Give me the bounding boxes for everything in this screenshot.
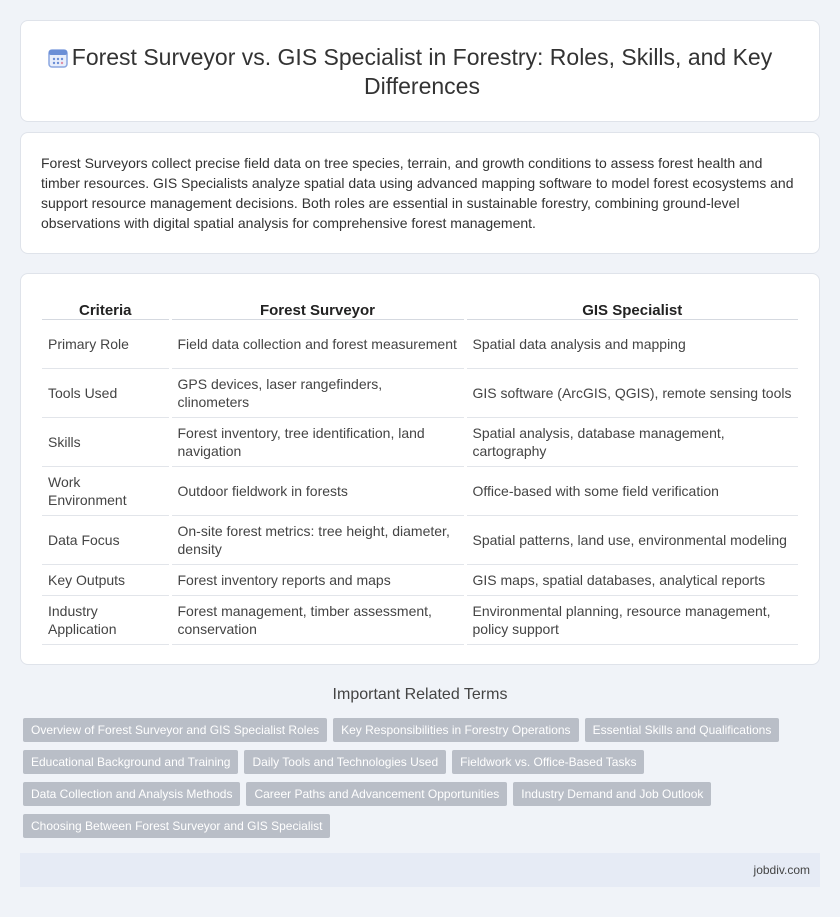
table-row — [42, 368, 798, 417]
criteria-cell: Key Outputs — [42, 564, 170, 595]
related-terms-list — [23, 718, 813, 838]
forest-surveyor-cell: On-site forest metrics: tree height, diameter, density — [170, 515, 465, 564]
related-term-tag[interactable]: Choosing Between Forest Surveyor and GIS Specialist — [23, 814, 330, 838]
table-row — [42, 319, 798, 368]
gis-specialist-cell: Office-based with some field verification — [465, 466, 798, 515]
table-header-row — [42, 295, 798, 319]
intro-text: Forest Surveyors collect precise field data on tree species, terrain, and growth conditions to assess forest health and timber resources. GIS Specialists analyze spatial data using advanced mapping software to model forest ecosystems and support resource management decisions. Both roles are essential in sustainable forestry, combining ground-level observations with digital spatial analysis for comprehensive forest management. — [41, 155, 794, 231]
criteria-cell: Industry Application — [42, 595, 170, 644]
related-term-tag[interactable]: Key Responsibilities in Forestry Operations — [333, 718, 578, 742]
forest-surveyor-cell: GPS devices, laser rangefinders, clinometers — [170, 368, 465, 417]
forest-surveyor-cell: Outdoor fieldwork in forests — [170, 466, 465, 515]
criteria-cell: Data Focus — [42, 515, 170, 564]
related-term-tag[interactable]: Overview of Forest Surveyor and GIS Specialist Roles — [23, 718, 327, 742]
related-term-tag[interactable]: Data Collection and Analysis Methods — [23, 782, 240, 806]
related-term-tag[interactable]: Fieldwork vs. Office-Based Tasks — [452, 750, 644, 774]
gis-specialist-cell: Environmental planning, resource management, policy support — [465, 595, 798, 644]
header-forest-surveyor: Forest Surveyor — [170, 295, 465, 319]
forest-surveyor-cell: Forest management, timber assessment, conservation — [170, 595, 465, 644]
header-gis-specialist: GIS Specialist — [465, 295, 798, 319]
related-term-tag[interactable]: Career Paths and Advancement Opportunities — [246, 782, 507, 806]
forest-surveyor-cell: Forest inventory, tree identification, land navigation — [170, 417, 465, 466]
footer — [20, 853, 820, 887]
related-terms-heading: Important Related Terms — [332, 686, 508, 703]
table-row — [42, 564, 798, 595]
comparison-table — [42, 295, 798, 645]
gis-specialist-cell: Spatial analysis, database management, cartography — [465, 417, 798, 466]
page-title: Forest Surveyor vs. GIS Specialist in Forestry: Roles, Skills, and Key Differences — [71, 44, 773, 99]
comparison-card — [20, 273, 820, 665]
related-term-tag[interactable]: Daily Tools and Technologies Used — [244, 750, 446, 774]
gis-specialist-cell: Spatial data analysis and mapping — [465, 319, 798, 368]
gis-specialist-cell: GIS software (ArcGIS, QGIS), remote sensing tools — [465, 368, 798, 417]
criteria-cell: Skills — [42, 417, 170, 466]
gis-specialist-cell: GIS maps, spatial databases, analytical reports — [465, 564, 798, 595]
table-row — [42, 515, 798, 564]
related-term-tag[interactable]: Educational Background and Training — [23, 750, 238, 774]
header-criteria: Criteria — [42, 295, 170, 319]
related-term-tag[interactable]: Industry Demand and Job Outlook — [513, 782, 711, 806]
forest-surveyor-cell: Forest inventory reports and maps — [170, 564, 465, 595]
criteria-cell: Work Environment — [42, 466, 170, 515]
gis-specialist-cell: Spatial patterns, land use, environmental modeling — [465, 515, 798, 564]
criteria-cell: Tools Used — [42, 368, 170, 417]
intro-card — [20, 132, 820, 254]
criteria-cell: Primary Role — [42, 319, 170, 368]
forest-surveyor-cell: Field data collection and forest measurement — [170, 319, 465, 368]
table-row — [42, 466, 798, 515]
footer-site-link[interactable]: jobdiv.com — [753, 863, 810, 877]
table-row — [42, 595, 798, 644]
related-term-tag[interactable]: Essential Skills and Qualifications — [585, 718, 780, 742]
table-row — [42, 417, 798, 466]
title-card — [20, 20, 820, 122]
